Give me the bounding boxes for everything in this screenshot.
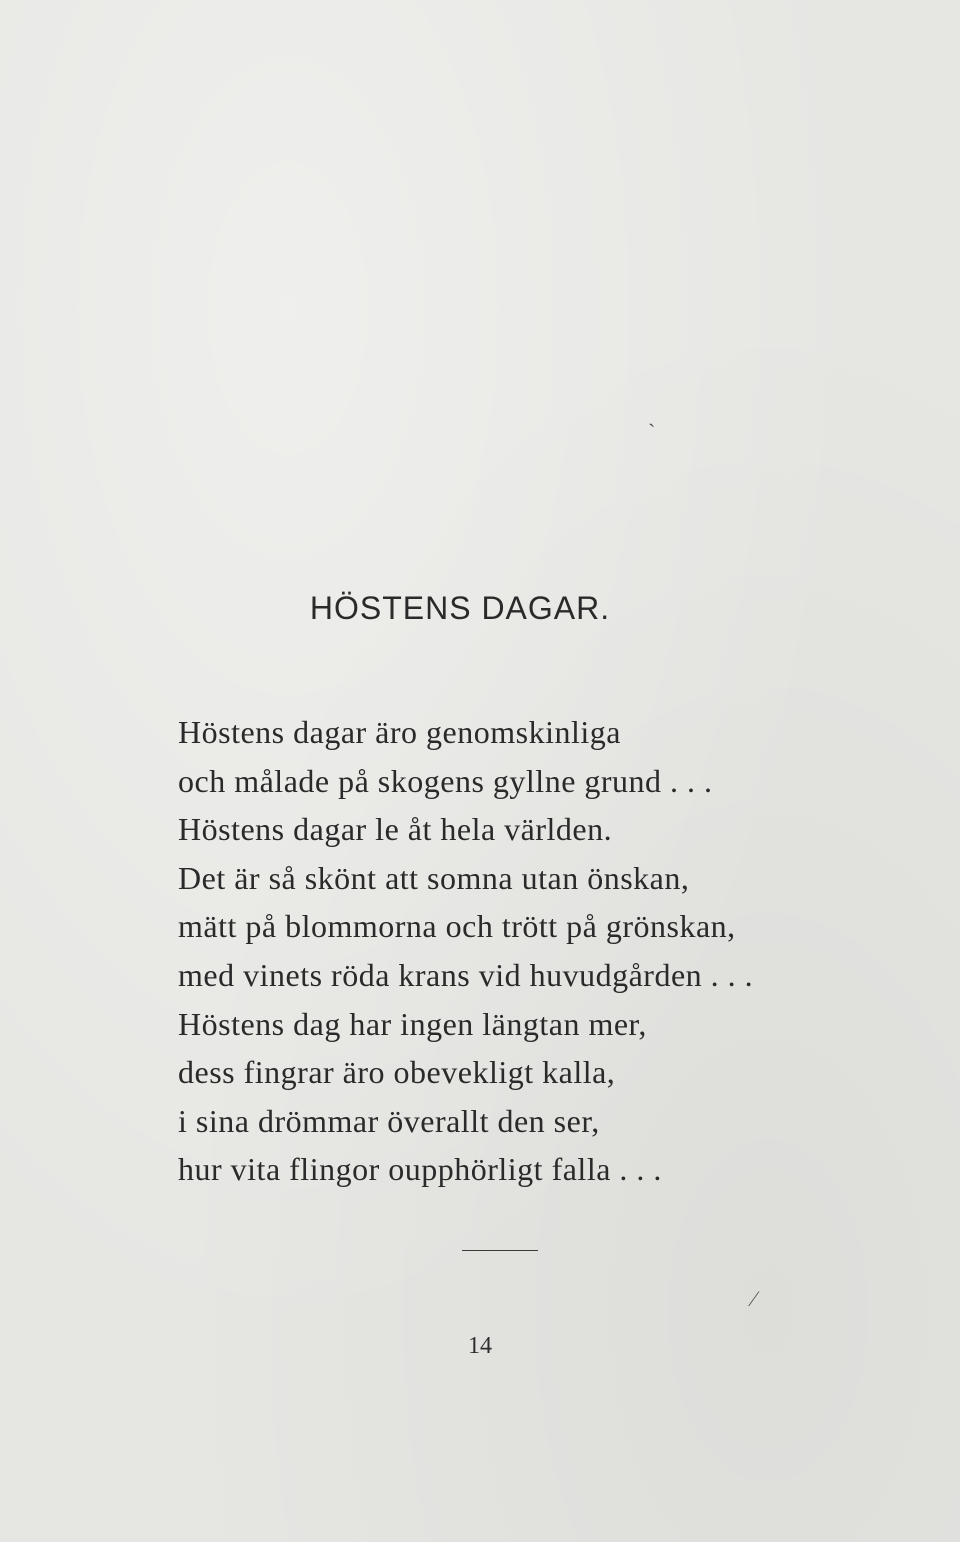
end-rule-divider	[462, 1250, 538, 1251]
poem-line: Det är så skönt att somna utan önskan,	[178, 859, 690, 896]
poem-line: mätt på blommorna och trött på grönskan,	[178, 908, 736, 945]
poem-line: Höstens dagar äro genomskinliga	[178, 714, 621, 750]
poem-body	[178, 708, 878, 1194]
poem-line: hur vita flingor oupphörligt falla . . .	[178, 1151, 662, 1188]
poem-line: Höstens dagar le åt hela världen.	[178, 811, 613, 848]
ink-speck-mark: ⁄	[752, 1286, 756, 1311]
ink-speck-mark: ˏ	[648, 402, 656, 427]
page-number: 14	[468, 1333, 492, 1359]
poem-line: med vinets röda krans vid huvudgården . . .	[178, 956, 754, 993]
poem-line: dess fingrar äro obevekligt kalla,	[178, 1054, 616, 1091]
poem-line: och målade på skogens gyllne grund . . .	[178, 762, 713, 799]
poem-line: i sina drömmar överallt den ser,	[178, 1102, 600, 1139]
poem-title: HÖSTENS DAGAR.	[309, 590, 611, 626]
poem-line: Höstens dag har ingen längtan mer,	[178, 1005, 647, 1042]
